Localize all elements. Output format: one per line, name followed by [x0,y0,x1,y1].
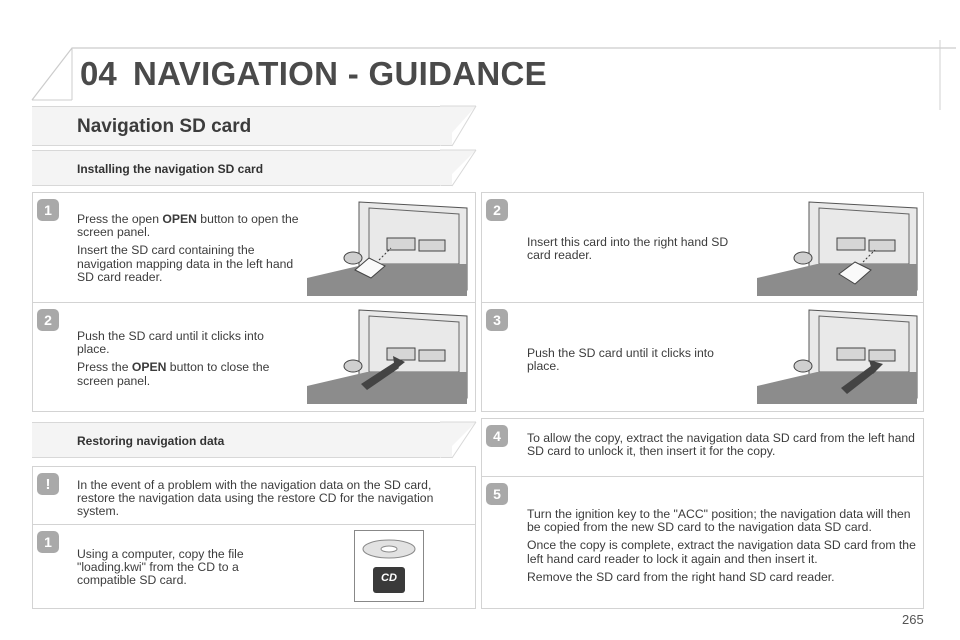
divider [32,524,476,525]
step-text: Press the open OPEN button to open the screen panel. Insert the SD card containing the navigation mapping data in the left hand SD card reader. [77,212,299,284]
cd-disc-icon [355,531,423,601]
restoring-heading-bar-corner [440,420,480,460]
page-number: 265 [902,612,924,627]
step-badge: 1 [37,199,59,221]
restore-cd-illustration [354,530,424,602]
installing-heading-bar-corner [440,148,480,188]
step-text: Push the SD card until it clicks into place. [527,346,714,374]
cd-label: CD [381,572,397,584]
step-badge: 3 [486,309,508,331]
step-text: To allow the copy, extract the navigation data SD card from the left hand SD card to unlock it, then insert it for the copy. [527,431,915,459]
step-badge: 2 [486,199,508,221]
divider [481,476,924,477]
restoring-heading: Restoring navigation data [77,434,225,448]
section-title: Navigation SD card [77,116,252,137]
step-badge: 2 [37,309,59,331]
divider [481,302,924,303]
step-text: Turn the ignition key to the "ACC" position; the navigation data will then be copied from the new SD card to the navigation data SD card. Once the copy is complete, extract the navigation data SD card from the left hand card reader to lock it again and then insert it. Remove the SD card from the right hand SD card reader. [527,507,916,584]
step-badge: 4 [486,425,508,447]
warning-icon: ! [37,473,59,495]
warning-text: In the event of a problem with the navigation data on the SD card, restore the navigation data using the restore CD for the navigation system. [77,478,434,519]
chapter-title: NAVIGATION - GUIDANCE [133,55,547,92]
step-badge: 5 [486,483,508,505]
section-title-bar-corner [440,104,480,148]
sd-push-left-illustration [307,308,469,404]
step-text: Push the SD card until it clicks into place. Press the OPEN button to close the screen panel. [77,329,270,388]
sd-push-right-illustration [757,308,919,404]
sd-insert-left-illustration [307,200,469,296]
chapter-number: 04 [80,55,117,92]
step-text: Insert this card into the right hand SD card reader. [527,235,729,263]
step-badge: 1 [37,531,59,553]
step-text: Using a computer, copy the file "loading.kwi" from the CD to a compatible SD card. [77,547,244,588]
divider [32,302,476,303]
installing-heading: Installing the navigation SD card [77,162,264,176]
sd-insert-right-illustration [757,200,919,296]
